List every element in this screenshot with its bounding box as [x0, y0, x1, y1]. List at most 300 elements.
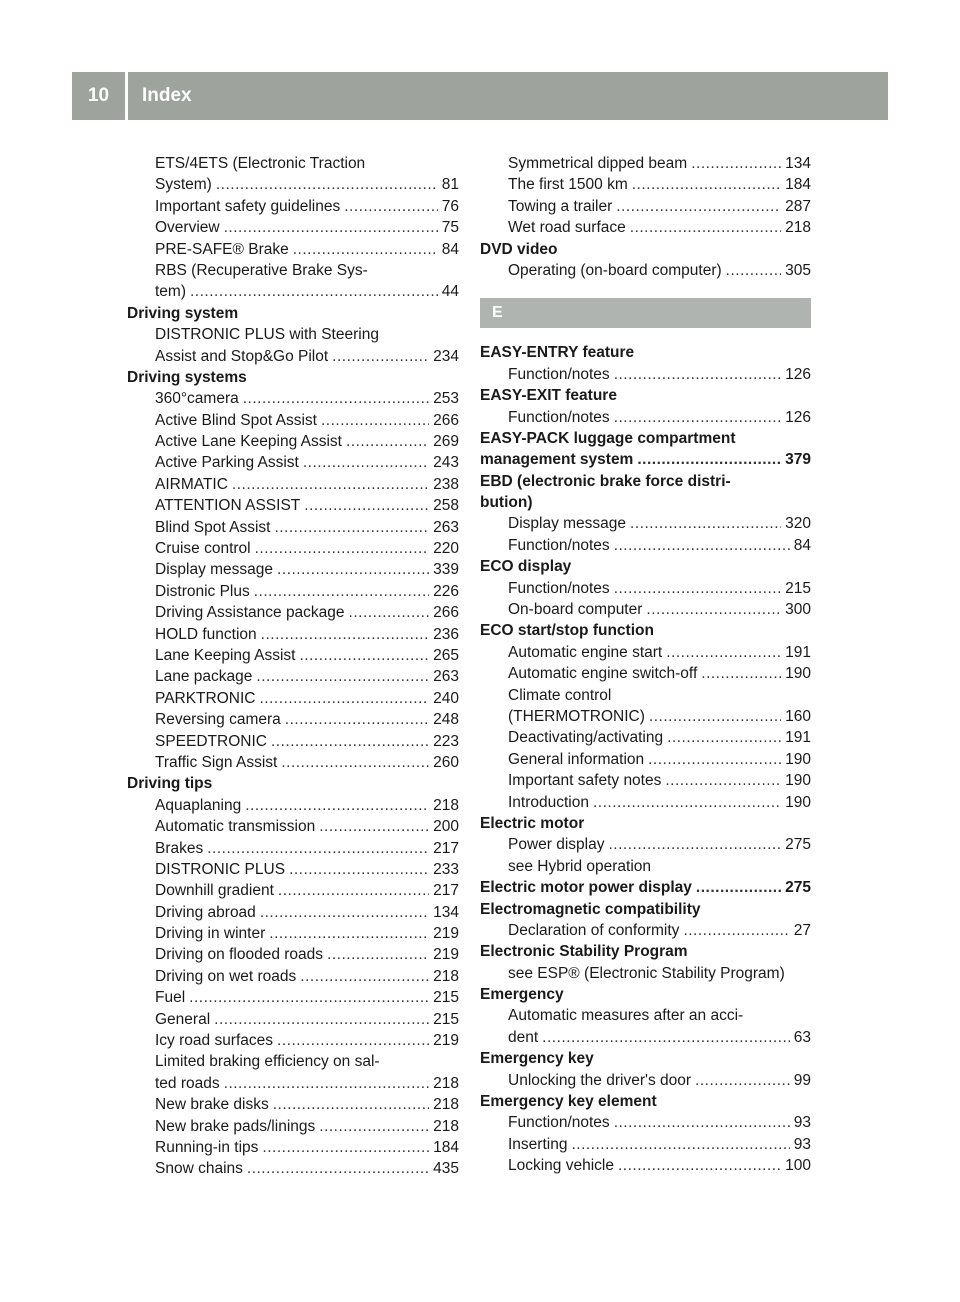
entry-page-number[interactable]: 253 [433, 390, 459, 408]
entry-page-number[interactable]: 215 [433, 1010, 459, 1028]
entry-page-number[interactable]: 219 [433, 925, 459, 943]
index-entry[interactable] [127, 495, 459, 516]
index-entry [480, 1005, 811, 1026]
index-entry[interactable] [127, 1030, 459, 1051]
entry-page-number[interactable]: 265 [433, 646, 459, 664]
index-entry[interactable] [127, 346, 459, 367]
entry-page-number[interactable]: 99 [793, 1071, 811, 1089]
index-entry[interactable] [480, 578, 811, 599]
entry-page-number[interactable]: 238 [433, 475, 459, 493]
entry-text: Overview [155, 219, 220, 237]
dot-leader [260, 902, 429, 923]
entry-text: ETS/4ETS (Electronic Traction [155, 155, 366, 172]
entry-text: Function/notes [508, 536, 610, 554]
dot-leader [616, 196, 781, 217]
entry-page-number[interactable]: 126 [785, 365, 811, 383]
entry-page-number[interactable]: 287 [785, 197, 811, 215]
index-entry[interactable] [127, 859, 459, 880]
index-entry[interactable] [127, 966, 459, 987]
entry-text: Electronic Stability Program [480, 943, 688, 961]
dot-leader [667, 727, 781, 748]
index-entry[interactable] [127, 217, 459, 238]
index-entry[interactable] [127, 239, 459, 260]
index-entry[interactable] [480, 174, 811, 195]
dot-leader [285, 709, 429, 730]
index-entry[interactable] [480, 1134, 811, 1155]
dot-leader [319, 816, 429, 837]
index-entry[interactable] [127, 1094, 459, 1115]
index-entry[interactable] [480, 1155, 811, 1176]
entry-page-number[interactable]: 93 [793, 1135, 811, 1153]
index-entry[interactable] [480, 792, 811, 813]
index-entry[interactable] [480, 153, 811, 174]
index-entry[interactable] [480, 260, 811, 281]
entry-text: Lane package [155, 668, 253, 686]
section-letter: E [492, 304, 503, 322]
entry-page-number[interactable]: 219 [433, 1032, 459, 1050]
entry-text: Running-in tips [155, 1138, 259, 1156]
entry-page-number[interactable]: 27 [793, 921, 811, 939]
index-entry[interactable] [127, 880, 459, 901]
dot-leader [262, 1137, 429, 1158]
dot-leader [300, 966, 429, 987]
entry-text: Aquaplaning [155, 796, 242, 814]
entry-page-number[interactable]: 266 [433, 411, 459, 429]
index-heading [480, 813, 811, 834]
index-entry[interactable] [127, 1073, 459, 1094]
entry-page-number[interactable]: 218 [433, 967, 459, 985]
entry-text: Display message [155, 561, 274, 579]
dot-leader [214, 1009, 429, 1030]
dot-leader [224, 1073, 429, 1094]
entry-text: bution) [480, 494, 533, 512]
entry-text: Snow chains [155, 1160, 243, 1178]
entry-page-number[interactable]: 84 [793, 536, 811, 554]
index-entry[interactable] [480, 599, 811, 620]
entry-page-number[interactable]: 243 [433, 454, 459, 472]
entry-text: Reversing camera [155, 711, 281, 729]
entry-text: Wet road surface [508, 219, 626, 237]
index-heading [480, 984, 811, 1005]
entry-text: Locking vehicle [508, 1157, 614, 1175]
page-header [72, 72, 888, 120]
entry-page-number[interactable]: 218 [433, 1074, 459, 1092]
index-entry[interactable] [127, 281, 459, 302]
index-entry[interactable] [480, 770, 811, 791]
index-entry[interactable] [127, 1009, 459, 1030]
entry-page-number[interactable]: 218 [785, 219, 811, 237]
entry-page-number[interactable]: 84 [441, 240, 459, 258]
index-entry[interactable] [480, 727, 811, 748]
index-heading [480, 620, 811, 641]
index-entry[interactable] [127, 645, 459, 666]
entry-page-number[interactable]: 339 [433, 561, 459, 579]
entry-text: AIRMATIC [155, 475, 228, 493]
index-entry[interactable] [480, 535, 811, 556]
entry-page-number[interactable]: 184 [433, 1138, 459, 1156]
index-entry[interactable] [127, 196, 459, 217]
entry-text: Blind Spot Assist [155, 518, 271, 536]
entry-page-number[interactable]: 75 [441, 219, 459, 237]
entry-text: Active Parking Assist [155, 454, 299, 472]
dot-leader [277, 559, 429, 580]
entry-text: General [155, 1010, 211, 1028]
entry-page-number[interactable]: 191 [785, 729, 811, 747]
right-column [480, 153, 811, 1177]
entry-page-number[interactable]: 220 [433, 540, 459, 558]
index-heading [480, 385, 811, 406]
dot-leader [243, 388, 429, 409]
entry-text: Automatic transmission [155, 818, 316, 836]
entry-text: Towing a trailer [508, 197, 613, 215]
index-entry[interactable] [127, 1158, 459, 1179]
entry-text: Driving on wet roads [155, 967, 297, 985]
index-entry[interactable] [127, 174, 459, 195]
index-entry[interactable] [480, 834, 811, 855]
index-entry[interactable] [127, 581, 459, 602]
dot-leader [646, 599, 781, 620]
index-entry[interactable] [127, 517, 459, 538]
index-entry [480, 685, 811, 706]
index-entry[interactable] [127, 624, 459, 645]
entry-text: Cruise control [155, 540, 251, 558]
index-entry[interactable] [127, 923, 459, 944]
entry-page-number[interactable]: 379 [785, 451, 811, 469]
entry-page-number[interactable]: 190 [785, 772, 811, 790]
dot-leader [344, 196, 438, 217]
entry-page-number[interactable]: 81 [441, 176, 459, 194]
dot-leader [666, 642, 781, 663]
entry-page-number[interactable]: 266 [433, 604, 459, 622]
dot-leader [304, 495, 429, 516]
entry-page-number[interactable]: 184 [785, 176, 811, 194]
entry-text: Electric motor power display [480, 879, 692, 897]
entry-page-number[interactable]: 305 [785, 261, 811, 279]
dot-leader [321, 410, 429, 431]
dot-leader [269, 923, 429, 944]
index-entry [480, 963, 811, 984]
entry-page-number[interactable]: 219 [433, 946, 459, 964]
dot-leader [632, 174, 781, 195]
entry-page-number[interactable]: 234 [433, 347, 459, 365]
entry-text: Automatic engine switch-off [508, 665, 698, 683]
entry-text: RBS (Recuperative Brake Sys- [155, 261, 368, 279]
entry-page-number[interactable]: 191 [785, 643, 811, 661]
dot-leader [273, 1094, 429, 1115]
entry-text: tem) [155, 283, 186, 301]
entry-text: dent [508, 1028, 539, 1046]
entry-page-number[interactable]: 190 [785, 793, 811, 811]
index-entry[interactable] [127, 559, 459, 580]
dot-leader [332, 346, 429, 367]
dot-leader [299, 645, 429, 666]
index-entry[interactable] [480, 642, 811, 663]
entry-page-number[interactable]: 240 [433, 689, 459, 707]
index-heading [480, 1048, 811, 1069]
entry-text: see Hybrid operation [508, 857, 652, 875]
entry-page-number[interactable]: 160 [785, 707, 811, 725]
entry-text: Emergency key [480, 1050, 594, 1068]
entry-page-number[interactable]: 217 [433, 882, 459, 900]
entry-text: Display message [508, 515, 627, 533]
index-entry[interactable] [127, 388, 459, 409]
entry-text: ECO display [480, 558, 572, 576]
index-entry[interactable] [127, 602, 459, 623]
entry-text: Symmetrical dipped beam [508, 155, 688, 172]
entry-text: Driving abroad [155, 903, 256, 921]
index-heading [480, 239, 811, 260]
index-entry[interactable] [127, 795, 459, 816]
index-entry[interactable] [127, 666, 459, 687]
entry-page-number[interactable]: 134 [785, 155, 811, 172]
index-entry[interactable] [127, 987, 459, 1008]
dot-leader [247, 1158, 429, 1179]
entry-text: System) [155, 176, 212, 194]
index-entry[interactable] [480, 196, 811, 217]
section-letter-bar [480, 298, 811, 328]
index-entry[interactable] [127, 1116, 459, 1137]
index-entry[interactable] [127, 944, 459, 965]
entry-page-number[interactable]: 93 [793, 1114, 811, 1132]
dot-leader [691, 153, 781, 174]
index-entry[interactable] [480, 513, 811, 534]
dot-leader [593, 792, 781, 813]
dot-leader [259, 688, 429, 709]
dot-leader [190, 281, 438, 302]
entry-page-number[interactable]: 218 [433, 796, 459, 814]
entry-page-number[interactable]: 134 [433, 903, 459, 921]
index-entry[interactable] [127, 452, 459, 473]
index-entry[interactable] [480, 364, 811, 385]
index-entry[interactable] [127, 538, 459, 559]
entry-text: SPEEDTRONIC [155, 732, 267, 750]
entry-text: management system [480, 451, 634, 469]
dot-leader [614, 578, 781, 599]
entry-text: Driving Assistance package [155, 604, 345, 622]
entry-text: PARKTRONIC [155, 689, 256, 707]
dot-leader [696, 877, 781, 898]
dot-leader [254, 581, 429, 602]
index-entry[interactable] [127, 902, 459, 923]
index-entry[interactable] [127, 410, 459, 431]
index-entry[interactable] [127, 816, 459, 837]
entry-page-number[interactable]: 190 [785, 750, 811, 768]
entry-page-number[interactable]: 226 [433, 582, 459, 600]
entry-page-number[interactable]: 269 [433, 433, 459, 451]
entry-text: The first 1500 km [508, 176, 628, 194]
dot-leader [271, 731, 429, 752]
entry-text: ECO start/stop function [480, 622, 654, 640]
entry-page-number[interactable]: 275 [785, 836, 811, 854]
entry-text: Lane Keeping Assist [155, 646, 296, 664]
entry-page-number[interactable]: 260 [433, 753, 459, 771]
entry-page-number[interactable]: 223 [433, 732, 459, 750]
entry-text: Limited braking efficiency on sal- [155, 1053, 380, 1071]
entry-text: DISTRONIC PLUS with Steering [155, 326, 379, 344]
dot-leader [701, 663, 781, 684]
index-heading [127, 303, 459, 324]
index-entry [127, 153, 459, 174]
entry-text: Function/notes [508, 365, 610, 383]
entry-text: Distronic Plus [155, 582, 250, 600]
dot-leader [346, 431, 429, 452]
entry-text: Electromagnetic compatibility [480, 900, 701, 918]
dot-leader [274, 517, 429, 538]
dot-leader [303, 452, 429, 473]
dot-leader [207, 838, 429, 859]
entry-text: Downhill gradient [155, 882, 274, 900]
entry-text: Driving in winter [155, 925, 266, 943]
dot-leader [542, 1027, 790, 1048]
entry-page-number[interactable]: 215 [785, 579, 811, 597]
entry-page-number[interactable]: 263 [433, 518, 459, 536]
dot-leader [665, 770, 781, 791]
entry-text: New brake disks [155, 1096, 269, 1114]
dot-leader [319, 1116, 429, 1137]
index-entry[interactable] [480, 407, 811, 428]
entry-text: EBD (electronic brake force distri- [480, 472, 731, 490]
index-entry[interactable] [127, 688, 459, 709]
index-entry[interactable] [127, 838, 459, 859]
dot-leader [630, 217, 781, 238]
index-entry[interactable] [480, 663, 811, 684]
index-entry[interactable] [127, 1137, 459, 1158]
entry-text: Unlocking the driver's door [508, 1071, 692, 1089]
dot-leader [648, 749, 781, 770]
index-heading [480, 492, 811, 513]
dot-leader [683, 920, 789, 941]
dot-leader [224, 217, 438, 238]
dot-leader [256, 666, 429, 687]
dot-leader [614, 1112, 790, 1133]
entry-text: Icy road surfaces [155, 1032, 274, 1050]
entry-page-number[interactable]: 248 [433, 711, 459, 729]
dot-leader [245, 795, 429, 816]
dot-leader [695, 1070, 790, 1091]
entry-page-number[interactable]: 200 [433, 818, 459, 836]
entry-page-number[interactable]: 236 [433, 625, 459, 643]
index-entry [127, 324, 459, 345]
index-entry[interactable] [480, 706, 811, 727]
dot-leader [609, 834, 782, 855]
entry-page-number[interactable]: 300 [785, 601, 811, 619]
index-entry [127, 1051, 459, 1072]
entry-text: HOLD function [155, 625, 257, 643]
right-column-bottom [480, 342, 811, 1176]
entry-text: Fuel [155, 989, 186, 1007]
dot-leader [278, 880, 429, 901]
dot-leader [189, 987, 429, 1008]
entry-page-number[interactable]: 233 [433, 860, 459, 878]
entry-text: Assist and Stop&Go Pilot [155, 347, 329, 365]
entry-text: Traffic Sign Assist [155, 753, 278, 771]
entry-text: EASY-ENTRY feature [480, 344, 635, 362]
index-entry[interactable] [127, 474, 459, 495]
entry-text: Important safety guidelines [155, 197, 341, 215]
index-entry[interactable] [127, 752, 459, 773]
dot-leader [261, 624, 429, 645]
left-column [127, 153, 459, 1180]
entry-text: Driving systems [127, 368, 247, 386]
index-heading [127, 367, 459, 388]
index-entry[interactable] [480, 217, 811, 238]
entry-page-number[interactable]: 258 [433, 497, 459, 515]
dot-leader [216, 174, 438, 195]
entry-text: EASY-PACK luggage compartment [480, 429, 736, 447]
entry-text: Deactivating/activating [508, 729, 664, 747]
entry-text: ATTENTION ASSIST [155, 497, 301, 515]
entry-page-number[interactable]: 275 [785, 879, 811, 897]
index-entry[interactable] [480, 1112, 811, 1133]
index-entry[interactable] [127, 731, 459, 752]
index-heading [480, 471, 811, 492]
entry-text: Active Blind Spot Assist [155, 411, 317, 429]
entry-page-number[interactable]: 44 [441, 283, 459, 301]
index-heading [480, 556, 811, 577]
entry-text: On-board computer [508, 601, 643, 619]
dot-leader [614, 535, 790, 556]
index-entry[interactable] [127, 431, 459, 452]
entry-page-number[interactable]: 217 [433, 839, 459, 857]
entry-page-number[interactable]: 126 [785, 408, 811, 426]
index-entry [127, 260, 459, 281]
entry-text: Brakes [155, 839, 204, 857]
dot-leader [255, 538, 430, 559]
entry-text: (THERMOTRONIC) [508, 707, 645, 725]
entry-page-number[interactable]: 215 [433, 989, 459, 1007]
index-entry[interactable] [127, 709, 459, 730]
index-entry[interactable] [480, 749, 811, 770]
entry-page-number[interactable]: 218 [433, 1096, 459, 1114]
dot-leader [571, 1134, 789, 1155]
dot-leader [614, 407, 781, 428]
entry-text: 360°camera [155, 390, 239, 408]
entry-text: DVD video [480, 240, 558, 258]
header-title: Index [142, 85, 192, 106]
entry-text: Operating (on-board computer) [508, 261, 722, 279]
entry-text: Power display [508, 836, 605, 854]
dot-leader [281, 752, 429, 773]
index-entry[interactable] [480, 920, 811, 941]
index-entry[interactable] [480, 1027, 811, 1048]
entry-text: Declaration of conformity [508, 921, 680, 939]
entry-text: Function/notes [508, 408, 610, 426]
entry-text: Important safety notes [508, 772, 662, 790]
index-heading[interactable] [480, 877, 811, 898]
entry-page-number[interactable]: 320 [785, 515, 811, 533]
dot-leader [614, 364, 781, 385]
entry-text: Emergency key element [480, 1093, 657, 1111]
entry-page-number[interactable]: 63 [793, 1028, 811, 1046]
entry-text: ted roads [155, 1074, 220, 1092]
index-heading[interactable] [480, 449, 811, 470]
entry-page-number[interactable]: 100 [785, 1157, 811, 1175]
dot-leader [637, 449, 781, 470]
entry-text: Driving system [127, 304, 239, 322]
index-entry[interactable] [480, 1070, 811, 1091]
entry-page-number[interactable]: 76 [441, 197, 459, 215]
entry-page-number[interactable]: 190 [785, 665, 811, 683]
entry-page-number[interactable]: 263 [433, 668, 459, 686]
index-heading [480, 1091, 811, 1112]
dot-leader [630, 513, 781, 534]
entry-text: DISTRONIC PLUS [155, 860, 286, 878]
entry-text: New brake pads/linings [155, 1117, 316, 1135]
entry-text: Introduction [508, 793, 589, 811]
entry-page-number[interactable]: 435 [433, 1160, 459, 1178]
right-column-top [480, 153, 811, 281]
entry-page-number[interactable]: 218 [433, 1117, 459, 1135]
